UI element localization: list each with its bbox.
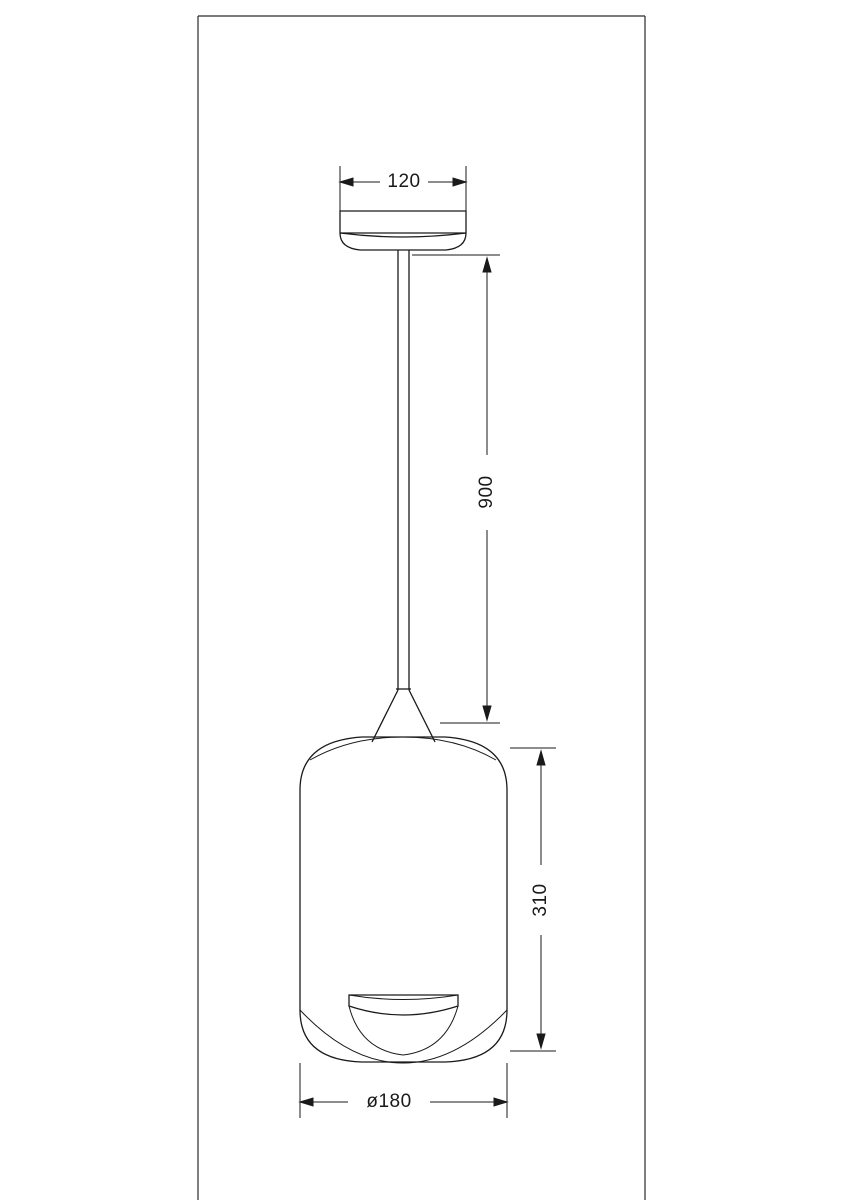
dimension-drop-height <box>412 255 500 723</box>
dimension-label-shade-diameter: ø180 <box>366 1091 412 1113</box>
dimension-label-drop-height: 900 <box>476 475 498 509</box>
dimension-shade-height <box>510 748 556 1051</box>
diffuser-plate <box>349 995 458 1055</box>
shade-neck <box>372 690 435 742</box>
dimension-shade-diameter <box>300 1063 507 1118</box>
dimension-canopy-width <box>340 166 466 213</box>
dimension-label-shade-height: 310 <box>530 883 552 917</box>
suspension-rod <box>396 250 411 690</box>
dimension-label-canopy-width: 120 <box>387 171 421 193</box>
dimension-annotations <box>300 166 556 1118</box>
glass-shade <box>300 737 507 1063</box>
ceiling-canopy <box>340 211 466 250</box>
drawing-border <box>198 16 645 1200</box>
ceiling-pendant-lamp <box>300 211 507 1063</box>
